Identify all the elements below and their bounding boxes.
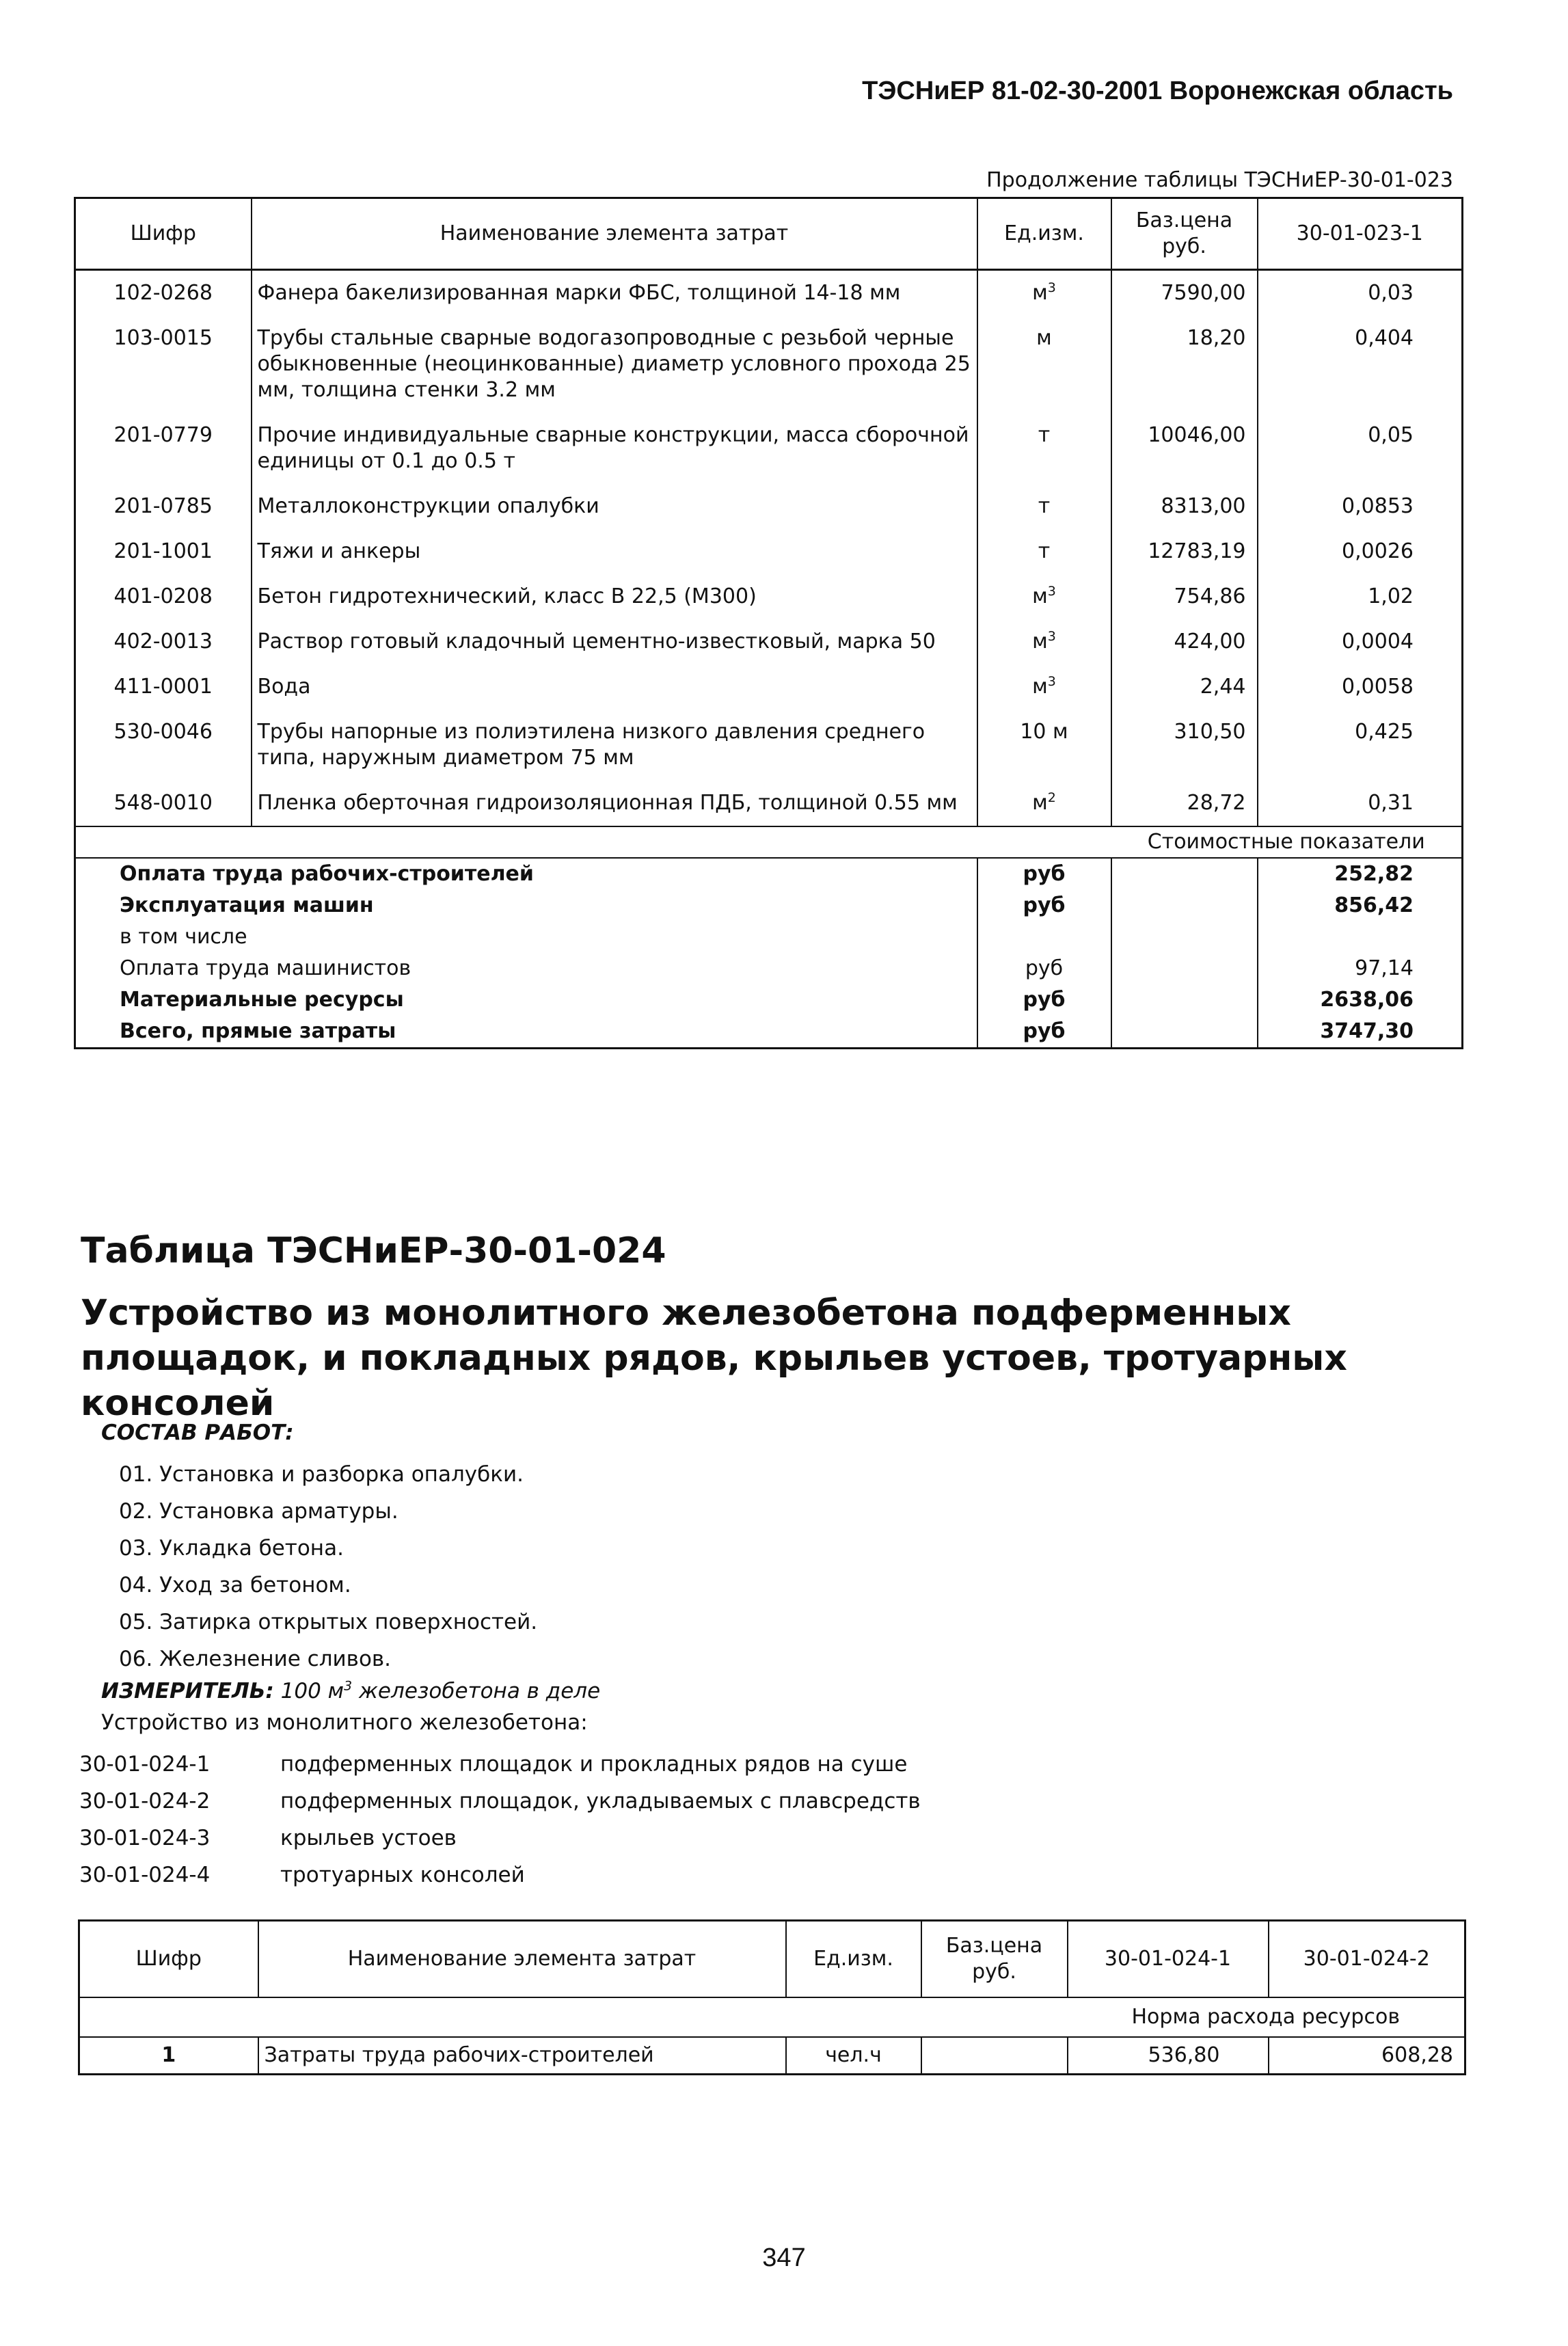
summary-price [1111, 858, 1258, 890]
cell-unit [977, 529, 1111, 574]
resources-table-024 [78, 1919, 1466, 2075]
device-label: Устройство из монолитного железобетона: [101, 1710, 588, 1735]
table-continuation-label: Продолжение таблицы ТЭСНиЕР-30-01-023 [986, 168, 1453, 192]
cell-code: 201-1001 [113, 539, 213, 563]
code-desc: подферменных площадок, укладываемых с плавсредств [280, 1789, 921, 1814]
unit-text: м [1032, 584, 1048, 608]
unit-text: т [1038, 539, 1051, 563]
table-row [75, 619, 1463, 664]
code-id: 30-01-024-3 [79, 1826, 211, 1850]
cell-code: 102-0268 [113, 281, 213, 305]
t2-col-unit: Ед.изм. [786, 1921, 921, 1998]
cell-code: 402-0013 [113, 630, 213, 653]
t2-col-code: Шифр [79, 1921, 258, 1998]
cell-unit [977, 781, 1111, 826]
summary-value: 3747,30 [1258, 1016, 1463, 1049]
meter-sup: 3 [344, 1678, 353, 1694]
cell-name: Раствор готовый кладочный цементно-известковый, марка 50 [252, 619, 977, 664]
codes-list [79, 1746, 921, 1893]
cell-norm: 1,02 [1258, 574, 1463, 619]
cell-norm: 0,0058 [1258, 664, 1463, 710]
unit-sup: 2 [1047, 790, 1056, 805]
t2-col-norm1: 30-01-024-1 [1068, 1921, 1269, 1998]
summary-header: Стоимостные показатели [1111, 826, 1463, 858]
unit-sup: 3 [1047, 584, 1056, 599]
code-id: 30-01-024-4 [79, 1863, 211, 1887]
cell-name: Фанера бакелизированная марки ФБС, толщиной 14-18 мм [252, 270, 977, 316]
cell-price: 7590,00 [1111, 270, 1258, 316]
cell-unit [977, 574, 1111, 619]
work-item: 03. Укладка бетона. [119, 1536, 344, 1561]
cell-code: 401-0208 [113, 584, 213, 608]
table-row [75, 710, 1463, 781]
cell-norm: 0,31 [1258, 781, 1463, 826]
cell-name: Металлоконструкции опалубки [252, 484, 977, 529]
table-header-row [75, 198, 1463, 270]
cell-price: 12783,19 [1111, 529, 1258, 574]
unit-text: т [1038, 423, 1051, 447]
cell-price: 28,72 [1111, 781, 1258, 826]
cell-name: Бетон гидротехнический, класс В 22,5 (М300) [252, 574, 977, 619]
t2-col-name: Наименование элемента затрат [258, 1921, 786, 1998]
cell-name: Затраты труда рабочих-строителей [258, 2037, 786, 2075]
summary-unit: руб [977, 984, 1111, 1016]
unit-sup: 3 [1047, 280, 1056, 295]
summary-value: 856,42 [1258, 890, 1463, 921]
cell-code: 530-0046 [113, 720, 213, 744]
unit-text: т [1038, 494, 1051, 518]
cell-price: 754,86 [1111, 574, 1258, 619]
cell-unit [977, 270, 1111, 316]
unit-sup: 3 [1047, 629, 1056, 644]
unit-text: м [1032, 791, 1048, 815]
cell-price: 424,00 [1111, 619, 1258, 664]
code-item [79, 1783, 921, 1820]
summary-unit: руб [977, 890, 1111, 921]
col-header-unit: Ед.изм. [977, 198, 1111, 270]
summary-row [75, 984, 1463, 1016]
table-title: Таблица ТЭСНиЕР-30-01-024 [81, 1230, 666, 1271]
table2-header-row [79, 1921, 1465, 1998]
cell-name: Прочие индивидуальные сварные конструкции, масса сборочной единицы от 0.1 до 0.5 т [252, 413, 977, 484]
meter-suffix: железобетона в деле [359, 1679, 601, 1703]
cell-price: 310,50 [1111, 710, 1258, 781]
code-id: 30-01-024-2 [79, 1789, 211, 1814]
cell-code: 201-0779 [113, 423, 213, 447]
col-header-norm: 30-01-023-1 [1258, 198, 1463, 270]
cell-price [921, 2037, 1068, 2075]
table-row [75, 529, 1463, 574]
cell-code: 548-0010 [113, 791, 213, 815]
code-item [79, 1746, 921, 1783]
cell-price: 18,20 [1111, 316, 1258, 413]
cell-price: 2,44 [1111, 664, 1258, 710]
meter-line [101, 1679, 600, 1703]
summary-header-row [75, 826, 1463, 858]
cell-norm: 0,05 [1258, 413, 1463, 484]
summary-price [1111, 1016, 1258, 1049]
summary-label: Эксплуатация машин [120, 893, 374, 917]
cell-unit [977, 413, 1111, 484]
summary-row [75, 953, 1463, 984]
section-heading: Устройство из монолитного железобетона подферменных площадок, и покладных рядов, крыльев устоев, тротуарных консолей [81, 1293, 1347, 1424]
cell-norm: 0,404 [1258, 316, 1463, 413]
unit-sup: 3 [1047, 674, 1056, 689]
work-item: 02. Установка арматуры. [119, 1499, 398, 1524]
summary-price [1111, 890, 1258, 921]
unit-text: м [1032, 675, 1048, 699]
summary-unit: руб [977, 1016, 1111, 1049]
cell-price: 10046,00 [1111, 413, 1258, 484]
table-row [75, 574, 1463, 619]
cell-price: 8313,00 [1111, 484, 1258, 529]
cell-unit [977, 664, 1111, 710]
summary-value: 252,82 [1258, 858, 1463, 890]
cell-code: 103-0015 [113, 326, 213, 350]
cell-name: Трубы стальные сварные водогазопроводные с резьбой черные обыкновенные (неоцинкованные) диаметр условного прохода 25 мм, толщина стенки 3.2 мм [252, 316, 977, 413]
t2-col-price: Баз.цена руб. [921, 1921, 1068, 1998]
summary-label: Всего, прямые затраты [120, 1019, 396, 1043]
meter-label: ИЗМЕРИТЕЛЬ: [101, 1679, 274, 1703]
cell-name: Трубы напорные из полиэтилена низкого давления среднего типа, наружным диаметром 75 мм [252, 710, 977, 781]
col-header-code: Шифр [75, 198, 252, 270]
summary-row [75, 890, 1463, 921]
code-item [79, 1857, 921, 1893]
summary-value: 97,14 [1258, 953, 1463, 984]
running-header: ТЭСНиЕР 81-02-30-2001 Воронежская область [862, 77, 1453, 105]
summary-price [1111, 953, 1258, 984]
work-item: 01. Установка и разборка опалубки. [119, 1462, 524, 1487]
summary-row [75, 921, 1463, 953]
code-desc: подферменных площадок и прокладных рядов на суше [280, 1752, 908, 1777]
code-desc: тротуарных консолей [280, 1863, 525, 1887]
summary-price [1111, 921, 1258, 953]
summary-unit [977, 921, 1111, 953]
cell-norm: 0,425 [1258, 710, 1463, 781]
cell-code: 1 [161, 2043, 176, 2067]
summary-row [75, 858, 1463, 890]
cell-unit [977, 484, 1111, 529]
cell-code: 201-0785 [113, 494, 213, 518]
norm-header-row [79, 1997, 1465, 2037]
work-item: 05. Затирка открытых поверхностей. [119, 1610, 538, 1634]
cell-name: Вода [252, 664, 977, 710]
cell-unit [977, 710, 1111, 781]
table-row [75, 781, 1463, 826]
cell-name: Пленка оберточная гидроизоляционная ПДБ, толщиной 0.55 мм [252, 781, 977, 826]
cell-code: 411-0001 [113, 675, 213, 699]
works-label: СОСТАВ РАБОТ: [101, 1420, 294, 1445]
table-row [75, 413, 1463, 484]
cell-unit [977, 316, 1111, 413]
cell-norm: 0,0026 [1258, 529, 1463, 574]
unit-text: м [1036, 326, 1052, 350]
works-list [119, 1456, 537, 1677]
cell-unit: чел.ч [786, 2037, 921, 2075]
cell-norm2: 608,28 [1269, 2037, 1465, 2075]
cell-norm: 0,0853 [1258, 484, 1463, 529]
cell-norm: 0,03 [1258, 270, 1463, 316]
unit-text: 10 м [1020, 720, 1068, 744]
summary-unit: руб [977, 858, 1111, 890]
resources-table-023 [74, 197, 1463, 1049]
table-row [75, 270, 1463, 316]
table-row [75, 664, 1463, 710]
col-header-name: Наименование элемента затрат [252, 198, 977, 270]
cell-name: Тяжи и анкеры [252, 529, 977, 574]
summary-value [1258, 921, 1463, 953]
summary-unit: руб [977, 953, 1111, 984]
cell-norm: 0,0004 [1258, 619, 1463, 664]
table-row [75, 316, 1463, 413]
summary-label: Оплата труда машинистов [120, 956, 411, 980]
summary-label: Материальные ресурсы [120, 988, 404, 1012]
norm-header: Норма расхода ресурсов [1068, 1997, 1465, 2037]
page-number: 347 [762, 2243, 806, 2272]
summary-price [1111, 984, 1258, 1016]
summary-value: 2638,06 [1258, 984, 1463, 1016]
work-item: 04. Уход за бетоном. [119, 1573, 351, 1597]
col-header-price: Баз.цена руб. [1111, 198, 1258, 270]
table2-row [79, 2037, 1465, 2075]
code-id: 30-01-024-1 [79, 1752, 211, 1777]
summary-row [75, 1016, 1463, 1049]
code-desc: крыльев устоев [280, 1826, 457, 1850]
summary-label: Оплата труда рабочих-строителей [120, 862, 534, 886]
cell-norm1: 536,80 [1068, 2037, 1269, 2075]
code-item [79, 1820, 921, 1857]
unit-text: м [1032, 281, 1048, 305]
table-row [75, 484, 1463, 529]
work-item: 06. Железнение сливов. [119, 1647, 392, 1671]
meter-value: 100 м [280, 1679, 344, 1703]
t2-col-norm2: 30-01-024-2 [1269, 1921, 1465, 1998]
cell-unit [977, 619, 1111, 664]
unit-text: м [1032, 630, 1048, 653]
summary-label: в том числе [120, 925, 247, 949]
